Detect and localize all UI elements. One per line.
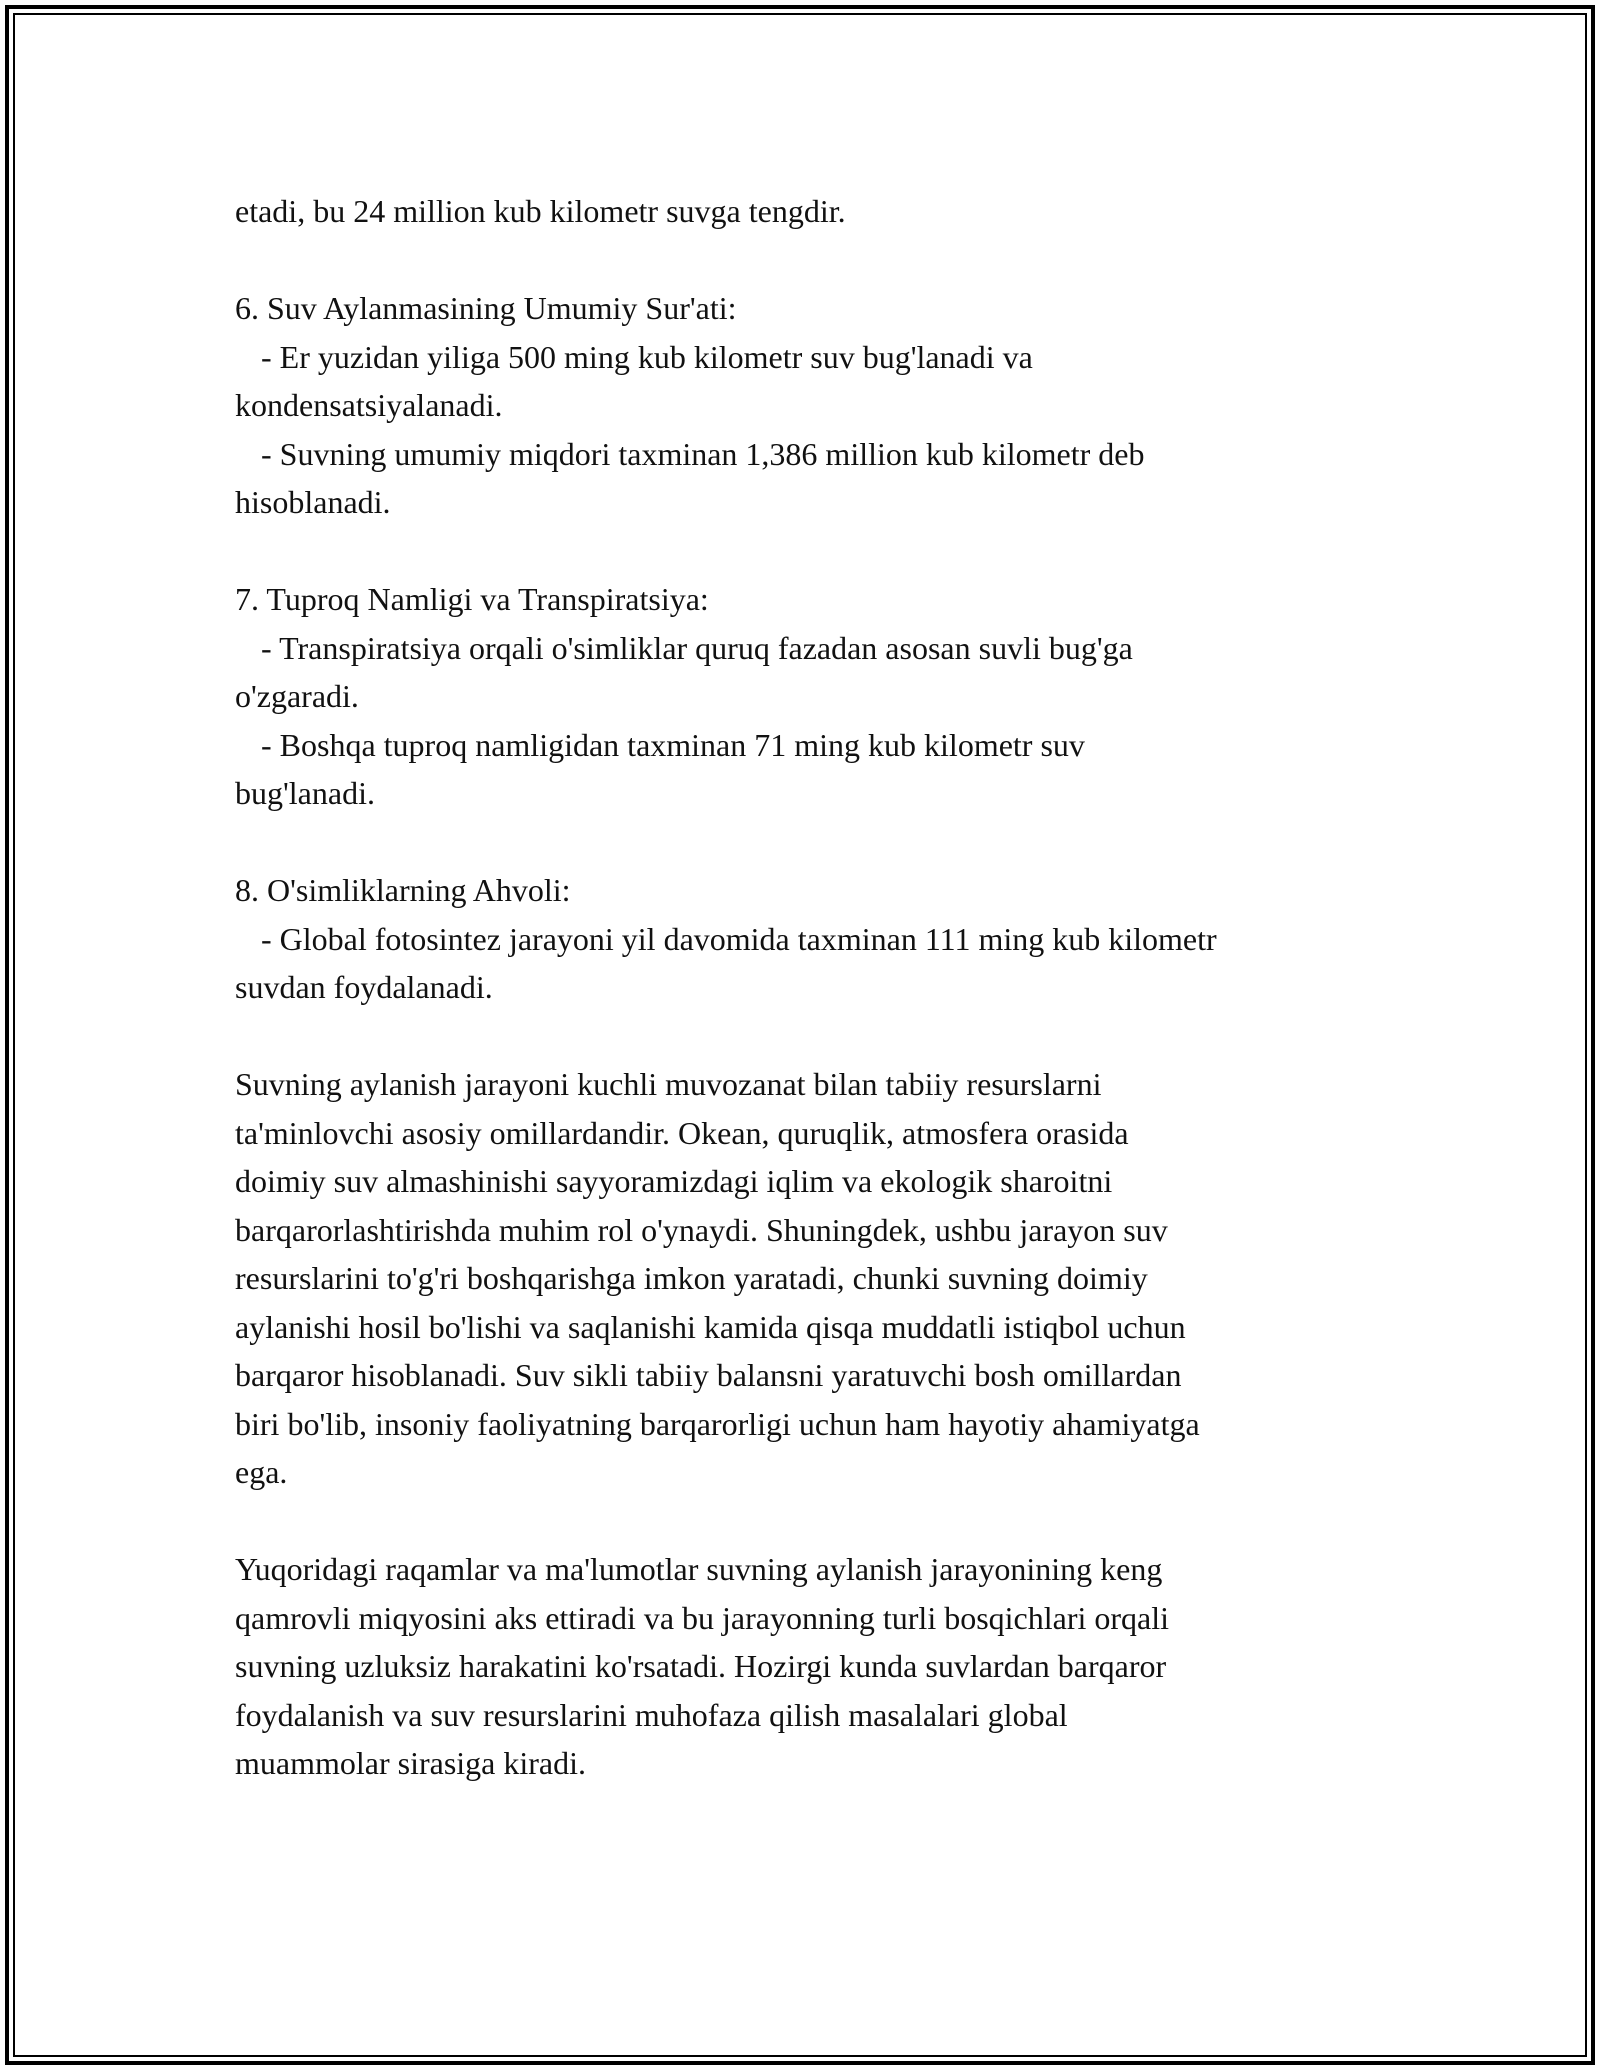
blank-line [235, 236, 1385, 285]
paragraph-line: suvning uzluksiz harakatini ko'rsatadi. Hozirgi kunda suvlardan barqaror [235, 1648, 1167, 1684]
bullet-line: - Boshqa tuproq namligidan taxminan 71 ming kub kilometr suv [261, 726, 1085, 763]
paragraph-line: aylanishi hosil bo'lishi va saqlanishi kamida qisqa muddatli istiqbol uchun [235, 1308, 1186, 1345]
paragraph-line: ta'minlovchi asosiy omillardandir. Okean, quruqlik, atmosfera orasida [235, 1114, 1129, 1151]
blank-line [235, 818, 1385, 867]
paragraph-line: doimiy suv almashinishi sayyoramizdagi iqlim va ekologik sharoitni [235, 1163, 1113, 1199]
bullet-continuation: o'zgaradi. [235, 678, 359, 714]
paragraph-2 [235, 1545, 1385, 1788]
paragraph-line: qamrovli miqyosini aks ettiradi va bu jarayonning turli bosqichlari orqali [235, 1599, 1170, 1636]
section-heading: 8. O'simliklarning Ahvoli: [235, 872, 571, 908]
bullet-line: - Transpiratsiya orqali o'simliklar quruq fazadan asosan suvli bug'ga [261, 629, 1133, 666]
section-heading: 6. Suv Aylanmasining Umumiy Sur'ati: [235, 290, 737, 326]
paragraph-line: ega. [235, 1454, 288, 1490]
bullet-continuation: bug'lanadi. [235, 775, 375, 811]
blank-line [235, 527, 1385, 576]
section-6 [235, 284, 1385, 527]
paragraph-line: foydalanish va suv resurslarini muhofaza qilish masalalari global [235, 1696, 1068, 1733]
paragraph-line: barqarorlashtirishda muhim rol o'ynaydi. Shuningdek, ushbu jarayon suv [235, 1211, 1168, 1248]
paragraph-line: Suvning aylanish jarayoni kuchli muvozanat bilan tabiiy resurslarni [235, 1066, 1102, 1102]
bullet-continuation: suvdan foydalanadi. [235, 969, 493, 1005]
bullet-line: - Global fotosintez jarayoni yil davomida taxminan 111 ming kub kilometr [261, 920, 1217, 957]
section-7 [235, 575, 1385, 818]
blank-line [235, 1012, 1385, 1061]
paragraph-line: barqaror hisoblanadi. Suv sikli tabiiy balansni yaratuvchi bosh omillardan [235, 1357, 1182, 1393]
paragraph-line: muammolar sirasiga kiradi. [235, 1745, 587, 1781]
bullet-continuation: hisoblanadi. [235, 484, 391, 520]
paragraph-1 [235, 1060, 1385, 1497]
bullet-continuation: kondensatsiyalanadi. [235, 387, 503, 423]
section-heading: 7. Tuproq Namligi va Transpiratsiya: [235, 581, 709, 617]
blank-line [235, 1497, 1385, 1546]
paragraph-line: Yuqoridagi raqamlar va ma'lumotlar suvning aylanish jarayonining keng [235, 1551, 1163, 1587]
document-body [235, 187, 1385, 1788]
bullet-line: - Suvning umumiy miqdori taxminan 1,386 million kub kilometr deb [261, 435, 1145, 472]
paragraph-line: biri bo'lib, insoniy faoliyatning barqarorligi uchun ham hayotiy ahamiyatga [235, 1405, 1200, 1442]
paragraph-line: resurslarini to'g'ri boshqarishga imkon yaratadi, chunki suvning doimiy [235, 1260, 1148, 1296]
section-8 [235, 866, 1385, 1012]
bullet-line: - Er yuzidan yiliga 500 ming kub kilometr suv bug'lanadi va [261, 338, 1033, 375]
intro-line: etadi, bu 24 million kub kilometr suvga tengdir. [235, 193, 846, 229]
